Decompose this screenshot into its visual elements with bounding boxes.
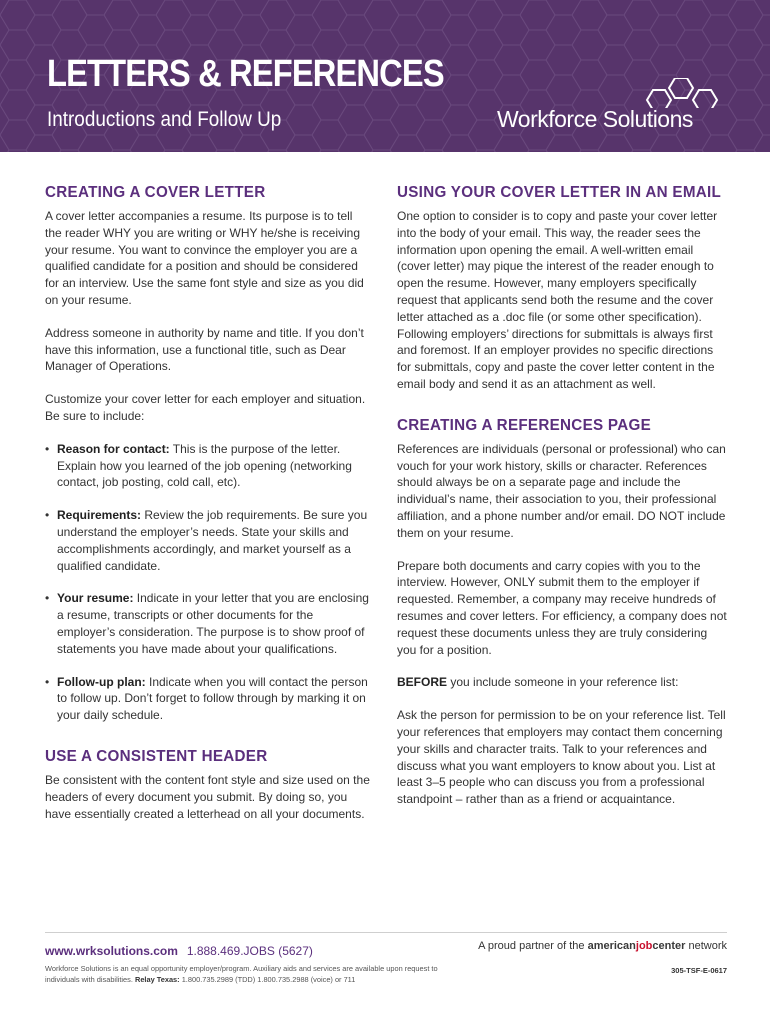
phone-number: 1.888.469.JOBS (5627)	[186, 944, 313, 958]
right-column	[397, 184, 727, 808]
include-list	[45, 441, 370, 724]
page-subtitle: Introductions and Follow Up	[47, 108, 282, 131]
left-column	[45, 184, 370, 822]
section-heading-consistent-header: USE A CONSISTENT HEADER	[45, 747, 268, 765]
ajc-american: american	[587, 940, 636, 952]
relay-label: Relay Texas:	[134, 975, 180, 984]
workforce-solutions-logo	[497, 78, 732, 138]
list-item-lead: Requirements:	[57, 508, 142, 523]
paragraph: A cover letter accompanies a resume. Its purpose is to tell the reader WHY you are writing or WHY he/she is receiving your resume. You want to convince the employer you are a qualified candidate for a position and should be considered for an interview. Use the same font style and size as you did on your resume.	[45, 209, 364, 307]
page-title: LETTERS & REFERENCES	[47, 53, 444, 95]
partner-line	[470, 940, 727, 952]
header-banner	[0, 0, 770, 152]
before-text: you include someone in your reference list:	[447, 675, 679, 690]
american-job-center-logo	[588, 940, 686, 952]
relay-text: 1.800.735.2989 (TDD) 1.800.735.2988 (voice) or 711	[179, 975, 356, 984]
footer-contact	[45, 942, 465, 985]
list-item	[45, 441, 370, 491]
list-item-lead: Your resume:	[57, 591, 134, 606]
before-label: BEFORE	[397, 675, 448, 690]
list-item-text: Indicate when you will contact the person to follow up. Don’t forget to follow through by marking it on your daily schedule.	[57, 674, 368, 723]
paragraph: Address someone in authority by name and title. If you don’t have this information, use a functional title, such as Dear Manager of Operations.	[45, 325, 364, 374]
partner-suffix: network	[685, 940, 727, 952]
document-code: 305-TSF-E-0617	[671, 966, 727, 975]
paragraph: Prepare both documents and carry copies with you to the interview. However, ONLY submit them to the employer if requested. Remember, a company may receive hundreds of resumes and cover letters. For efficiency, a company does not request these documents unless they are truly considering you for a position.	[397, 558, 727, 657]
list-item-lead: Reason for contact:	[57, 441, 170, 456]
partner-prefix: A proud partner of the	[478, 940, 588, 952]
list-item-text: Indicate in your letter that you are enclosing a resume, transcripts or other documents for the employer’s consideration. The purpose is to show proof of statements you have made about your qualifications.	[57, 591, 369, 656]
list-item-text: Review the job requirements. Be sure you understand the employer’s needs. State your skills and accomplishments accordingly, and market yourself as a qualified candidate.	[57, 508, 368, 573]
section-heading-email: USING YOUR COVER LETTER IN AN EMAIL	[397, 184, 722, 201]
paragraph: References are individuals (personal or professional) who can vouch for your work history, skills or character. References should always be on a separate page and include the individual’s name, their association to you, their professional affiliation, and a phone number and/or email. DO NOT include them on your resume.	[397, 441, 726, 540]
ajc-job: job	[635, 940, 653, 952]
section-heading-references: CREATING A REFERENCES PAGE	[397, 416, 652, 434]
website-link[interactable]: www.wrksolutions.com	[45, 944, 178, 958]
disclaimer	[45, 963, 465, 985]
section-heading-cover-letter: CREATING A COVER LETTER	[45, 184, 266, 201]
list-item-text: This is the purpose of the letter. Explain how you learned of the job opening (networking contact, job posting, cold call, etc).	[57, 441, 352, 490]
footer-divider	[45, 932, 727, 933]
list-item-lead: Follow-up plan:	[57, 674, 146, 689]
logo-hexagons-icon	[497, 78, 732, 108]
footer-partner	[470, 940, 727, 975]
paragraph: Be consistent with the content font style and size used on the headers of every document you submit. By doing so, you have essentially created a letterhead on all your documents.	[45, 772, 370, 821]
paragraph: Customize your cover letter for each employer and situation. Be sure to include:	[45, 392, 366, 423]
disclaimer-text: Workforce Solutions is an equal opportunity employer/program. Auxiliary aids and services are available upon request to individuals with disabilities.	[45, 964, 438, 984]
paragraph: One option to consider is to copy and paste your cover letter into the body of your email. This way, the reader sees the information upon opening the email. A well-written email (cover letter) may pique the interest of the reader enough to open the resume. However, many employers specifically request that applicants send both the resume and the cover letter attached as a .doc file (or some other specification). Following employers’ directions for submittals is always first and foremost. If an employer provides no specific directions for submittals, copy and paste the cover letter content in the email body and send it as an attachment as well.	[397, 209, 718, 391]
paragraph: Ask the person for permission to be on your reference list. Tell your references that employers may contact them concerning your skills and character traits. Talk to your references and discuss what you want employers to know about you. List at least 3–5 people who can discuss you from a professional standpoint – rather than as a friend or acquaintance.	[397, 708, 726, 807]
paragraph	[397, 674, 727, 691]
list-item	[45, 507, 370, 574]
list-item	[45, 590, 370, 657]
list-item	[45, 674, 370, 724]
logo-text: Workforce Solutions	[497, 106, 693, 132]
ajc-center: center	[652, 940, 686, 952]
